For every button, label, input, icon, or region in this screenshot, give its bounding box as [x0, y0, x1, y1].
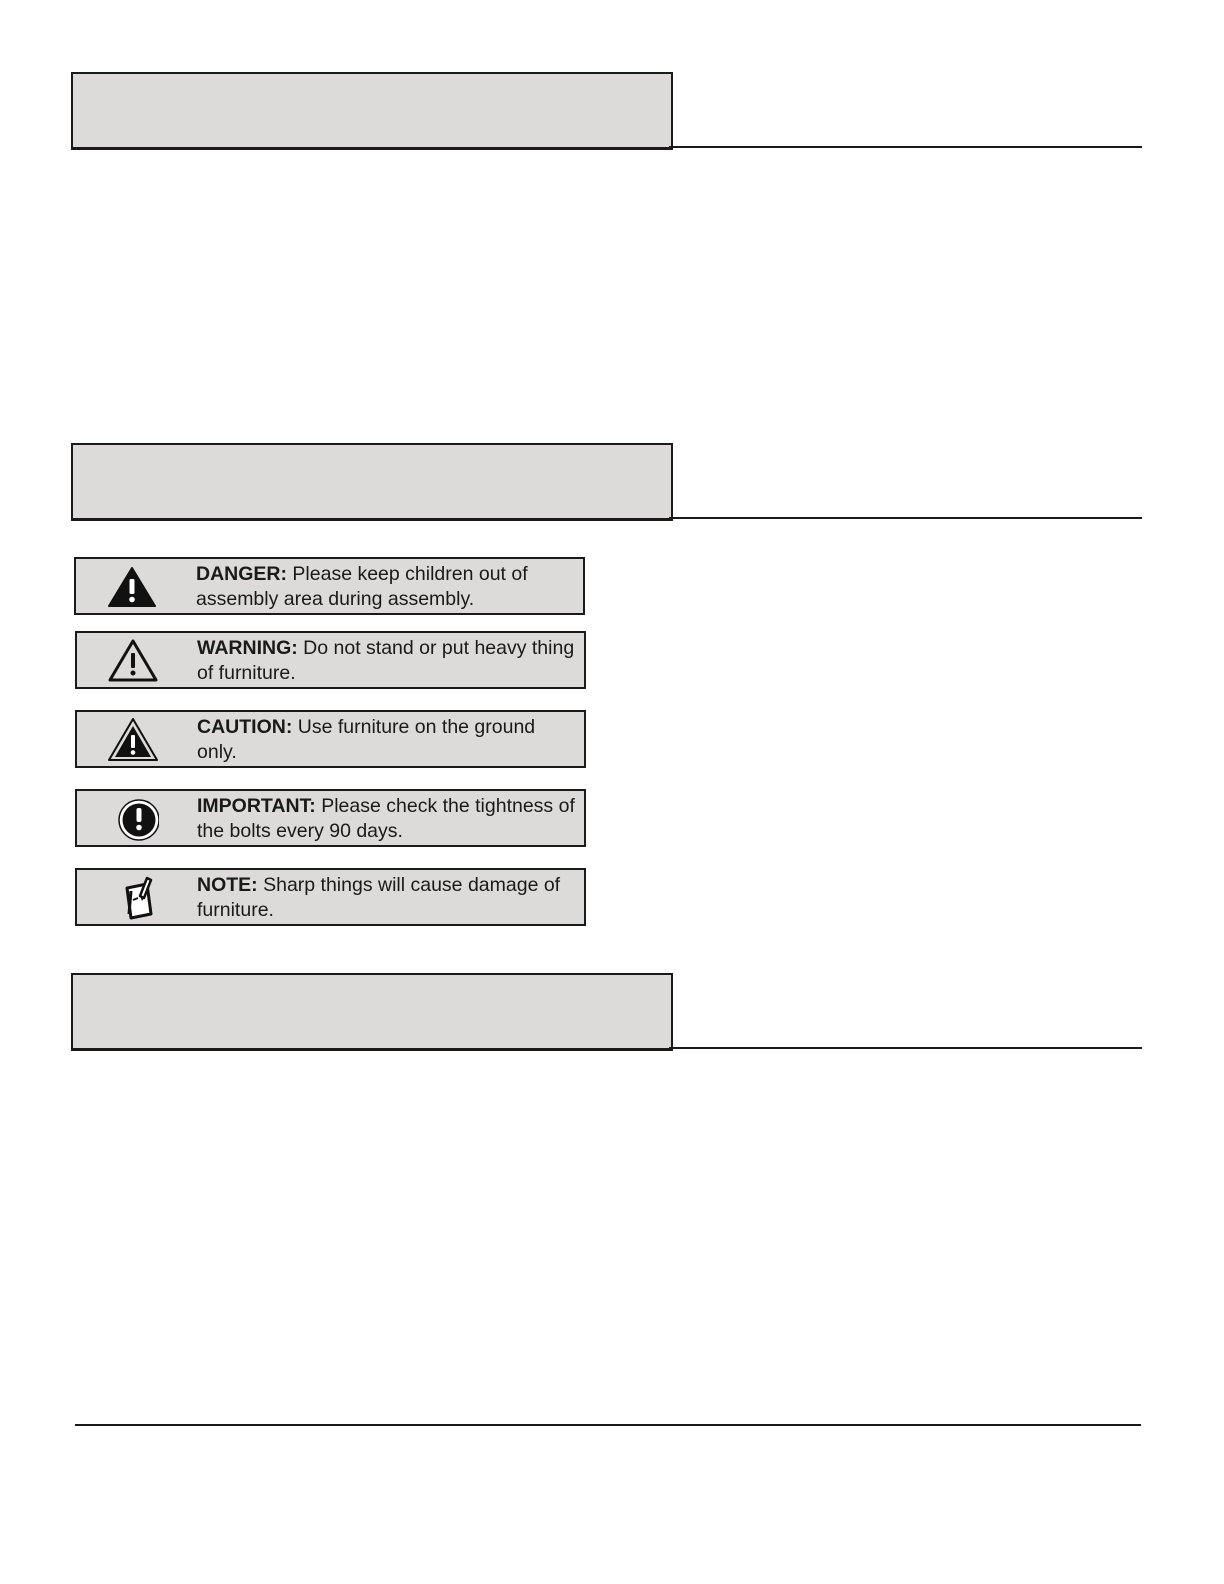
danger-notice	[74, 557, 585, 615]
note-notice-text	[197, 873, 577, 922]
danger-label: DANGER:	[196, 563, 287, 585]
important-notice-text	[197, 794, 577, 843]
caution-notice	[75, 710, 586, 768]
important-message: Please check the tightness of the bolts every 90 days.	[197, 795, 575, 842]
warning-notice	[75, 631, 586, 689]
section-header-tab	[71, 443, 673, 521]
caution-message: Use furniture on the ground only.	[197, 716, 536, 763]
section-header-1	[71, 72, 1142, 148]
note-label: NOTE:	[197, 874, 258, 896]
caution-notice-text	[197, 715, 577, 764]
note-notice	[75, 868, 586, 926]
important-circle-exclamation-icon	[107, 795, 159, 841]
danger-notice-text	[196, 562, 576, 611]
note-pencil-icon	[107, 874, 159, 920]
section-header-rule	[669, 1047, 1142, 1049]
warning-outline-triangle-icon	[107, 637, 159, 683]
caution-label: CAUTION:	[197, 716, 293, 738]
section-header-3	[71, 973, 1142, 1049]
danger-message: Please keep children out of assembly area during assembly.	[196, 563, 528, 610]
section-header-tab	[71, 973, 673, 1051]
warning-message: Do not stand or put heavy thing of furniture.	[197, 637, 575, 684]
warning-notice-text	[197, 636, 577, 685]
section-header-rule	[669, 146, 1142, 148]
section-header-2	[71, 443, 1142, 519]
footer-rule	[75, 1424, 1141, 1426]
section-header-rule	[669, 517, 1142, 519]
important-notice	[75, 789, 586, 847]
warning-label: WARNING:	[197, 637, 298, 659]
note-message: Sharp things will cause damage of furniture.	[197, 874, 561, 921]
caution-double-triangle-icon	[107, 716, 159, 762]
important-label: IMPORTANT:	[197, 795, 316, 817]
section-header-tab	[71, 72, 673, 150]
danger-filled-triangle-icon	[106, 563, 158, 609]
